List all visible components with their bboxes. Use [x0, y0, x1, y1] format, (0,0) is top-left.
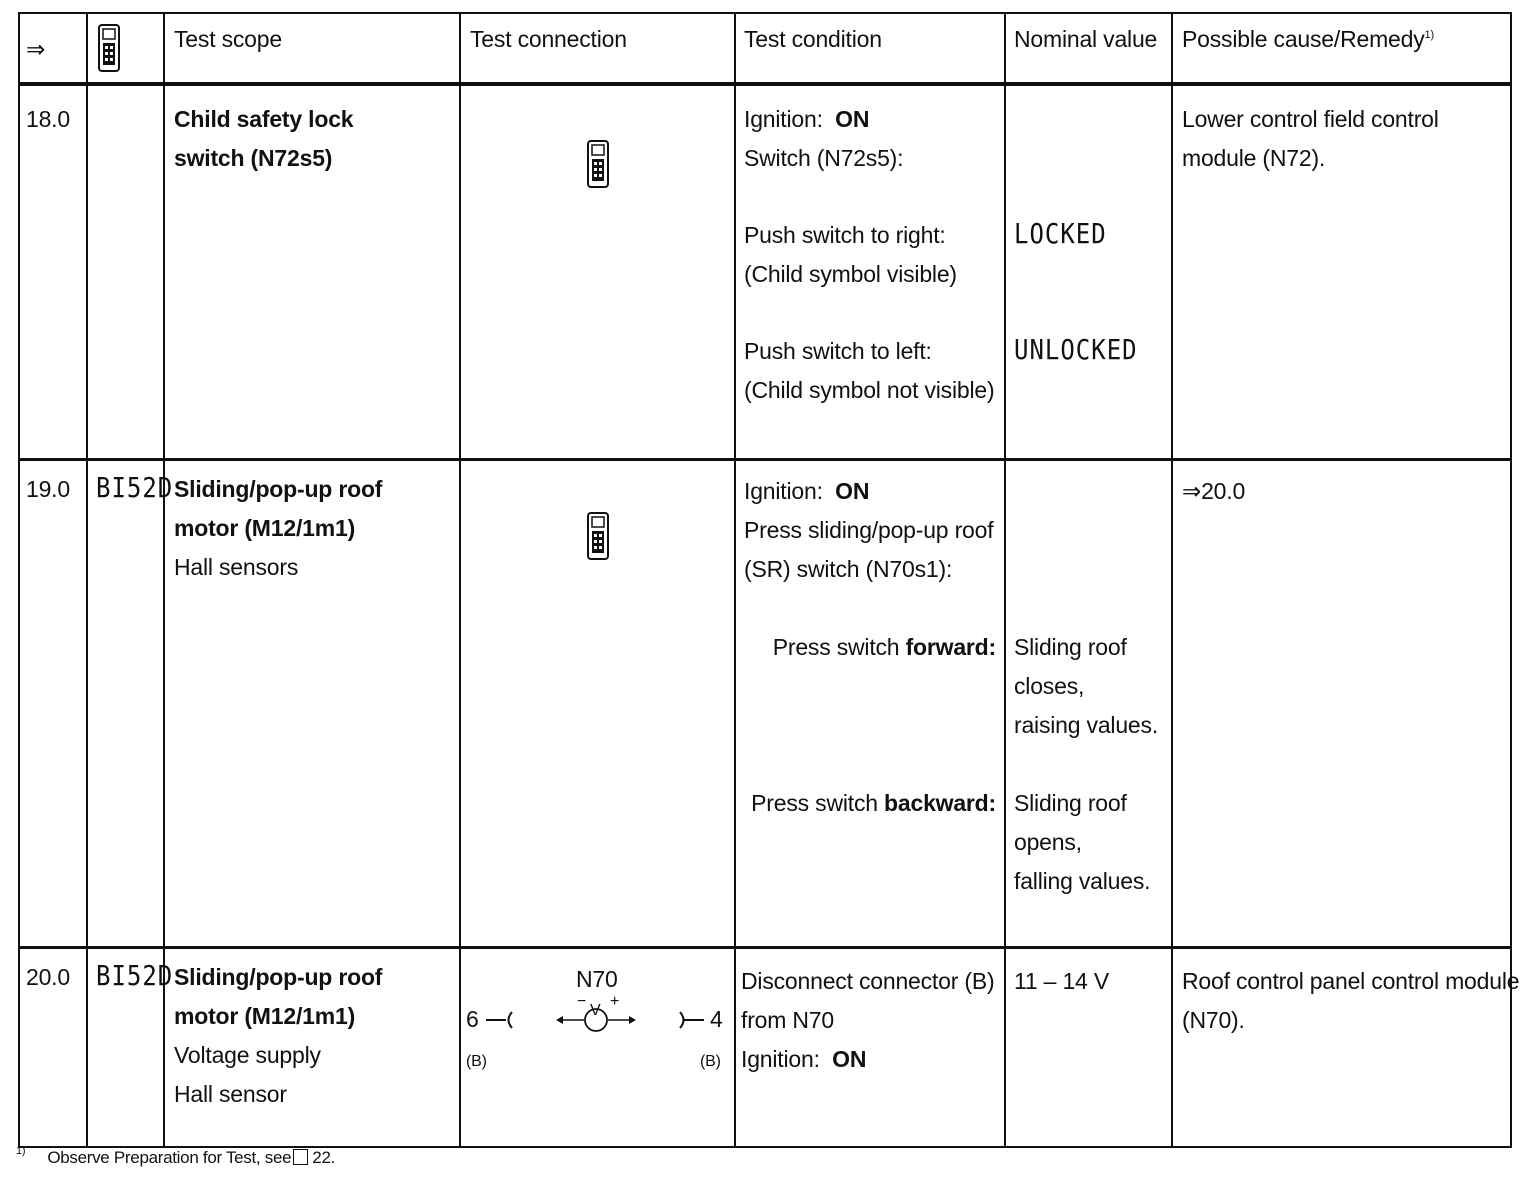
row-19-scope: Sliding/pop-up roof motor (M12/1m1) Hall sensors: [174, 476, 383, 580]
row-20-right-connector: (B): [700, 1053, 721, 1070]
row-20-remedy: Roof control panel control module (N70).: [1182, 968, 1520, 1033]
col-divider-6: [1171, 12, 1173, 1148]
voltmeter-plus: +: [610, 993, 620, 1010]
voltmeter-symbol: V: [590, 1002, 601, 1019]
row-19-step: 19.0: [26, 476, 70, 502]
row-divider-18-19: [18, 458, 1512, 461]
voltmeter-minus: −: [577, 993, 587, 1010]
row-20-left-pin: 6: [466, 1006, 479, 1032]
row-18-nominal-unlocked: UNLOCKED: [1014, 333, 1138, 366]
col-divider-3: [459, 12, 461, 1148]
row-20-left-connector: (B): [466, 1053, 487, 1070]
col-divider-5: [1004, 12, 1006, 1148]
header-test-condition: Test condition: [744, 26, 882, 52]
manual-reference-icon: [293, 1149, 308, 1165]
row-19-condition-backward: Press switch backward:: [751, 790, 996, 816]
hand-held-tester-icon: [586, 140, 610, 188]
hand-held-tester-icon: [586, 512, 610, 560]
row-20-nominal: 11 – 14 V: [1014, 968, 1109, 994]
row-20-step: 20.0: [26, 964, 70, 990]
row-20-code: BI52D: [96, 959, 174, 992]
row-20-condition: Disconnect connector (B) from N70 Ignition: ON: [741, 968, 995, 1072]
header-divider: [18, 82, 1512, 86]
row-19-condition-forward: Press switch forward:: [772, 634, 996, 660]
row-19-code: BI52D: [96, 471, 174, 504]
row-19-nominal-backward: Sliding roof opens, falling values.: [1014, 790, 1151, 894]
row-20-right-pin: 4: [710, 1006, 723, 1032]
row-18-condition-right: Push switch to right: (Child symbol visible): [744, 222, 957, 287]
header-test-connection: Test connection: [470, 26, 627, 52]
header-arrow: ⇒: [26, 36, 46, 62]
col-divider-4: [734, 12, 736, 1148]
row-19-condition-intro: Ignition: ON Press sliding/pop-up roof (SR) switch (N70s1):: [744, 478, 994, 582]
col-divider-1: [86, 12, 88, 1148]
row-18-nominal-locked: LOCKED: [1014, 217, 1107, 250]
row-18-condition-intro: Ignition: ON Switch (N72s5):: [744, 106, 904, 171]
row-18-step: 18.0: [26, 106, 70, 132]
footnote: $^{1)}$ Observe Preparation for Test, see 22.: [16, 1145, 336, 1167]
row-20-scope: Sliding/pop-up roof motor (M12/1m1) Voltage supply Hall sensor: [174, 964, 383, 1107]
header-nominal-value: Nominal value: [1014, 26, 1158, 52]
row-20-connection-module: N70: [576, 966, 618, 992]
row-19-remedy: ⇒20.0: [1182, 478, 1246, 504]
row-19-nominal-forward: Sliding roof closes, raising values.: [1014, 634, 1159, 738]
hand-held-tester-icon: [97, 24, 121, 72]
header-test-scope: Test scope: [174, 26, 282, 52]
row-18-remedy: Lower control field control module (N72).: [1182, 106, 1439, 171]
row-18-condition-left: Push switch to left: (Child symbol not visible): [744, 338, 995, 403]
row-divider-19-20: [18, 946, 1512, 949]
row-18-scope: Child safety lock switch (N72s5): [174, 106, 354, 171]
header-possible-cause: Possible cause/Remedy$^{1)}$: [1182, 26, 1434, 52]
